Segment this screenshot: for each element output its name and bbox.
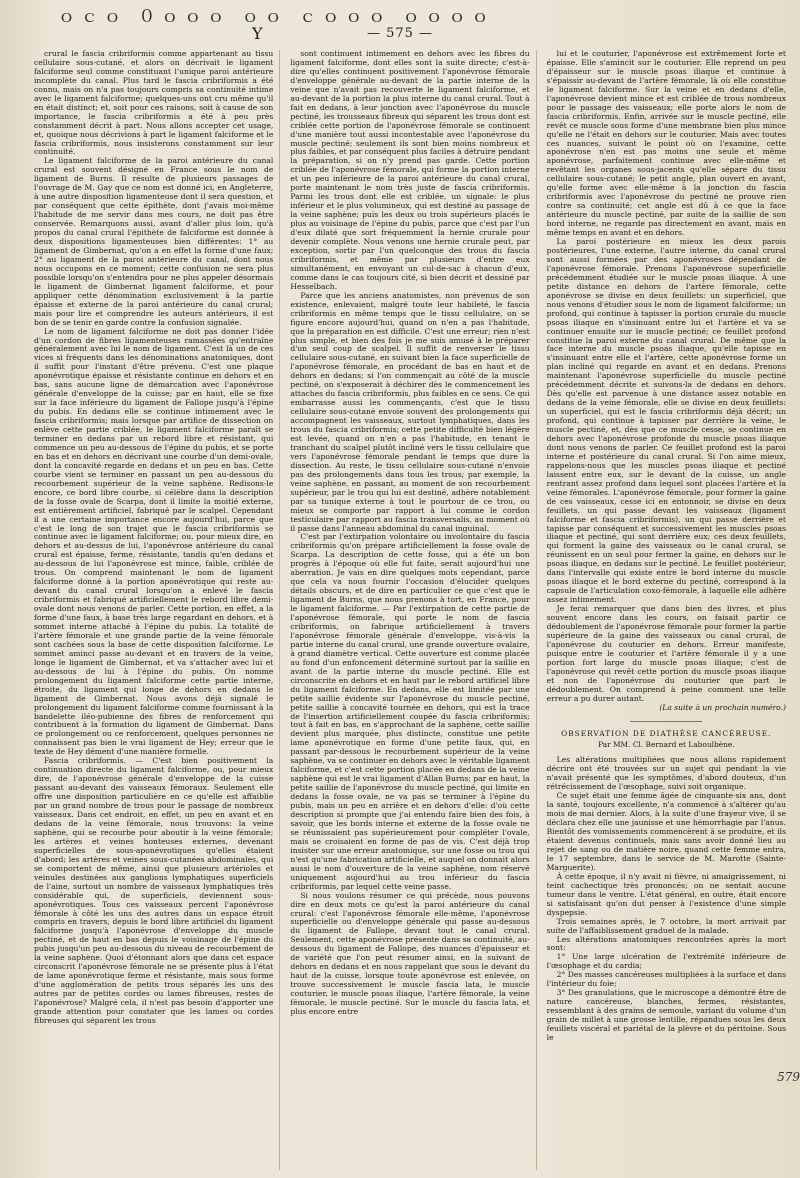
paragraph: sont continuent intimement en dehors avec les fibres du ligament falciforme, dont elles sont la suite directe; c'est-à-dire qu'elles continuent positivement l'aponévrose fémorale d'enveloppe générale au-devant de la partie interne de la veine que n'avait pas recouverte le ligament falciforme, et au-devant de la portion la plus interne du canal crural. Tout à fait en dedans, à leur jonction avec l'aponévrose du muscle pectiné, les trousseaux fibreux qui séparent les trous dont est criblée cette portion de l'aponévrose fémorale se continuent d'une manière tout aussi incontestable avec l'aponévrose du muscle pectiné; seulement ils sont bien moins nombreux et plus faibles, et par conséquent plus faciles à détruire pendant la préparation, si on n'y prend pas garde. Cette portion criblée de l'aponévrose fémorale, qui forme la portion interne et un peu inférieure de la paroi antérieure du canal crural, porte maintenant le nom très juste de fascia cribriformis. Parmi les trous dont elle est criblée, un signale: le plus inférieur et le plus volumineux, qui est destiné au passage de la veine saphène; puis les deux ou trois supérieurs placés le plus au voisinage de l'épine du pubis, parce que c'est par l'un d'eux dilaté que sort fréquemment la hernie crurale pour devenir complète. Nous venons une hernie crurale peut, par exception, sortir par l'un quelconque des trous du fascia cribriformis, et même par plusieurs d'entre eux simultanément, en envoyant un cul-de-sac à chacun d'eux, comme dans le cas toujours cité, si bien décrit et dessiné par Hesselbach. xyxy=(290,50,530,291)
paragraph: 1° Une large ulcération de l'extrémité inférieure de l'œsophage et du cardia; xyxy=(546,952,786,971)
page-number: — 575 — xyxy=(366,26,434,41)
paragraph: Fascia cribriformis. — C'est bien positivement la continuation directe du ligament falciforme, ou, pour mieux dire, de l'aponévrose générale d'enveloppe de la cuisse passant au-devant des vaisseaux fémoraux. Seulement elle offre une disposition particulière en ce qu'elle est affaiblie par un grand nombre de trous pour le passage de nombreux vaisseaux. Dans cet endroit, en effet, un peu en avant et en dedans de la veine fémorale, nous trouvons: la veine saphène, qui se recourbe pour aboutir à la veine fémorale; les artères et veines honteuses externes, devenant superficielles de sous-aponévrotiques qu'elles étaient d'abord; les artères et veines sous-cutanées abdominales, qui se comportent de même, ainsi que plusieurs artérioles et veinules destinées aux ganglions lymphatiques superficiels de l'aine, surtout un nombre de vaisseaux lymphatiques très considérable qui, de superficiels, deviennent sous-aponévrotiques. Tous ces vaisseaux percent l'aponévrose fémorale à côté les uns des autres dans un espace étroit compris en travers, depuis le bord libre artificiel du ligament falciforme jusqu'à l'aponévrose d'enveloppe du muscle pectiné, et de haut en bas depuis le voisinage de l'épine du pubis jusqu'un peu au-dessous du niveau de recourbement de la veine saphène. Quoi d'étonnant alors que dans cet espace circonscrit l'aponévrose fémorale ne se présente plus à l'état de lame aponévrotique ferme et résistante, mais sous forme d'une agglomération de petits trous séparés les uns des autres par de petites cordes ou lames fibreuses, restes de l'aponévrose? Malgré cela, il n'est pas besoin d'apporter une grande attention pour constater que les lames ou cordes fibreuses qui séparent les trous xyxy=(34,756,274,1025)
paragraph: Le nom de ligament falciforme ne doit pas donner l'idée d'un cordon de fibres ligamenteuses ramassées qu'entraîne généralement avec lui le nom de ligament. C'est là un de ces vices si fréquents dans les dénominations anatomiques, dont il suffit pour l'instant d'être prévenu. C'est une plaque aponévrotique épaisse et résistante continue en dehors et en bas, sans aucune ligne de démarcation avec l'aponévrose générale d'enveloppe de la cuisse; par en haut, elle se fixe sur la face inférieure du ligament de Fallope jusqu'à l'épine du pubis. En dedans elle se continue intimement avec le fascia cribriformis; mais lorsque par artifice de dissection on enlève cette partie criblée, le ligament falciforme paraît se terminer en dedans par un rebord libre et résistant, qui commence un peu au-dessous de l'épine du pubis, et se porte en bas et en dehors en décrivant une courbe d'un demi-ovale, dont la concavité regarde en dedans et un peu en bas. Cette courbe vient se terminer en passant un peu au-dessous du recourbement supérieur de la veine saphène. Redisons-le encore, ce bord libre courbe, si célèbre dans la description de la fosse ovale de Scarpa, dont il limite la moitié externe, est entièrement artificiel, fabriqué par le scalpel. Cependant il a une certaine importance encore aujourd'hui, parce que c'est le long de son trajet que le fascia cribriformis se continue avec le ligament falciforme; ou, pour mieux dire, en dehors et au-dessus de lui, l'aponévrose antérieure du canal crural est épaisse, ferme, résistante, tandis qu'en dedans et au-dessous de lui l'aponévrose est mince, faible, criblée de trous. On comprend maintenant le nom de ligament falciforme donné à la portion aponévrotique qui reste au-devant du canal crural lorsqu'on a enlevé le fascia cribriformis et fabriqué artificiellement le rebord libre demi-ovale dont nous venons de parler. Cette portion, en effet, a la forme d'une faux, à base très large regardant en dehors, et à sommet interne attaché à l'épine du pubis. La totalité de l'artère fémorale et une grande partie de la veine fémorale sont cachées sous la base de cette disposition falciforme. Le sommet aminci passe au-devant et en travers de la veine, longe le ligament de Gimbernat, et va s'attacher avec lui et au-dessous de lui à l'épine du pubis. On nomme prolongement du ligament falciforme cette partie interne, étroite, du ligament qui longe de dehors en dedans le ligament de Gimbernat. Nous avons déjà signalé le prolongement du ligament falciforme comme fournissant à la bandelette iléo-pubienne des fibres de renforcement qui contribuent à la formation du ligament de Gimbernat. Dans ce prolongement ou ce renforcement, quelques personnes ne connaissent pas bien le vrai ligament de Hey; erreur que le texte de Hey dément d'une manière formelle. xyxy=(34,326,274,757)
paragraph: Les altérations anatomiques rencontrées après la mort sont: xyxy=(546,934,786,953)
continuation-note: (La suite à un prochain numéro.) xyxy=(659,702,786,712)
margin-mark: Y xyxy=(252,24,263,43)
paragraph: À cette époque, il n'y avait ni fièvre, ni amaigrissement, ni teint cachectique très prononcés; on ne sentait aucune tumeur dans le ventre. L'état général, en outre, était encore si satisfaisant qu'on dut penser à l'existence d'une simple dyspepsie. xyxy=(546,871,786,917)
paragraph: lui et le couturier, l'aponévrose est extrêmement forte et épaisse. Elle s'amincit sur le couturier. Elle reprend un peu d'épaisseur sur le muscle psoas iliaque et continue à s'épaissir au-devant de l'artère fémorale, là où elle constitue le ligament falciforme. Sur la veine et en dedans d'elle, l'aponévrose devient mince et est criblée de trous nombreux pour le passage des vaisseaux; elle porte alors le nom de fascia cribriformis. Enfin, arrivée sur le muscle pectiné, elle revêt ce muscle sous forme d'une membrane bien plus mince qu'elle ne l'était en dehors sur le couturier. Mais avec toutes ces nuances, suivant le point où on l'examine, cette aponévrose n'en est pas moins une seule et même aponévrose, parfaitement continue avec elle-même et revêtant les organes sous-jacents qu'elle sépare du tissu cellulaire sous-cutané; le petit angle, plan ouvert en avant, qu'elle forme avec elle-même à la jonction du fascia cribriformis avec l'aponévrose du pectiné ne prouve rien contre sa continuité; cet angle est dû à ce que la face antérieure du muscle pectiné, par suite de la saillie de son bord interne, ne regarde pas directement en avant, mais en même temps en avant et en dehors. xyxy=(546,50,786,238)
top-margin-marks: ｏｃｏ ０ｏｏｏ ｏｏ ｃｏｏｏ ｏｏｏｏ xyxy=(58,7,495,27)
paragraph: crural le fascia cribriformis comme appartenant au tissu cellulaire sous-cutané, et alors on décrivait le ligament falciforme seul comme constituant l'unique paroi antérieure incomplète du canal. Plus tard le fascia cribriformis a été connu, mais on n'a pas toujours compris sa continuité intime avec le ligament falciforme; quelques-uns ont cru même qu'il en était distinct; et, soit pour ces raisons, soit à cause de son importance, le fascia cribriformis a été à peu près constamment décrit à part. Nous allons accepter cet usage, et, quoique nous décrivions à part le ligament falciforme et le fascia cribriformis, nous insisterons constamment sur leur continuité. xyxy=(34,50,274,157)
article-byline: Par MM. Cl. Bernard et Laboulbène. xyxy=(598,740,735,750)
paragraph: Les altérations multipliées que nous allons rapidement décrire ont été trouvées sur un sujet qui pendant la vie n'avait présenté que les symptômes, d'abord douteux, d'un rétrécissement de l'œsophage, suivi soit organique. xyxy=(546,755,786,792)
paragraph: Si nous voulons résumer ce qui précède, nous pouvons dire en deux mots ce qu'est la paroi antérieure du canal crural: c'est l'aponévrose fémorale elle-même, l'aponévrose superficielle ou d'enveloppe générale qui passe au-dessous du ligament de Fallope, devant tout le canal crural. Seulement, cette aponévrose présente dans sa continuité, au-dessous du ligament de Fallope, des nuances d'épaisseur et de variété que l'on peut résumer ainsi, en la suivant de dehors en dedans et en nous rappelant que sous le devant du haut de la cuisse, lorsque toute aponévrose est enlevée, on trouve successivement le muscle fascia lata, le muscle couturier, le muscle psoas iliaque, l'artère fémorale, la veine fémorale, le muscle pectiné. Sur le muscle du fascia lata, et plus encore entre xyxy=(290,890,530,1016)
paragraph: Ce sujet était une femme âgée de cinquante-six ans, dont la santé, toujours excellente, n'a commencé à s'altérer qu'au mois de mai dernier. Alors, à la suite d'une frayeur vive, il se déclara chez elle une jaunisse et une hémorrhagie par l'anus. Bientôt des vomissements commencèrent à se produire, et ils étaient devenus continuels, mais sans avoir donné lieu au rejet de sang ou de matière noire, quand cette femme entra, le 17 septembre, dans le service de M. Marotte (Sainte-Marguerite). xyxy=(546,791,786,872)
column-1 xyxy=(34,50,280,1170)
paragraph: Je ferai remarquer que dans bien des livres, et plus souvent encore dans les cours, on faisait partir ce dédoublement de l'aponévrose fémorale pour former la partie supérieure de la gaine des vaisseaux ou canal crural, de l'aponévrose du couturier en dehors. Erreur manifeste, puisque entre le couturier et l'artère fémorale il y a une portion fort large du muscle psoas iliaque; c'est de l'aponévrose qui revêt cette portion du muscle psoas iliaque et non de l'aponévrose du couturier que part le dédoublement. On comprend à peine comment une telle erreur a pu durer autant. xyxy=(546,604,786,703)
paragraph: Le ligament falciforme de la paroi antérieure du canal crural est souvent désigné en France sous le nom de ligament de Burns. Il résulte de plusieurs passages de l'ouvrage de M. Gay que ce nom est donné ici, en Angleterre, à une autre disposition ligamenteuse dont il sera question, et par conséquent que cette épithète, dont j'avais moi-même l'habitude de me servir dans mes cours, ne doit pas être conservée. Remarquons aussi, avant d'aller plus loin, qu'à propos du canal crural l'épithète de falciforme est donnée à deux dispositions ligamenteuses bien différentes: 1° au ligament de Gimbernat, qu'on a en effet la forme d'une faux; 2° au ligament de la paroi antérieure du canal, dont nous nous occupons en ce moment; cette confusion ne sera plus possible lorsqu'on s'entendra pour ne plus appeler désormais le ligament de Gimbernat ligament falciforme, et pour appliquer cette dénomination exclusivement à la partie épaisse et externe de la paroi antérieure du canal crural; mais pour lire et comprendre les auteurs antérieurs, il est bon de se tenir en garde contre la confusion signalée. xyxy=(34,156,274,327)
column-3 xyxy=(547,50,786,1170)
article-title: OBSERVATION DE DIATHÈSE CANCÉREUSE. xyxy=(561,728,772,738)
paragraph: La paroi postérieure en mieux les deux parois postérieures, l'une externe, l'autre interne, du canal crural sont aussi formées par des aponévroses dépendant de l'aponévrose fémorale. Prenons l'aponévrose superficielle précédemment étudiée sur le muscle psoas iliaque. À une petite distance en dehors de l'artère fémorale, cette aponévrose se divise en deux feuillets: un superficiel, que nous venons d'étudier sous le nom de ligament falciforme; un profond, qui continue à tapisser la portion crurale du muscle psoas iliaque en s'insinuant entre lui et l'artère et va se continuer ensuite sur le muscle pectiné; ce feuillet profond constitue la paroi externe du canal crural. De même que la face interne du muscle psoas iliaque, qu'elle tapisse en s'insinuant entre elle et l'artère, cette aponévrose forme un plan incliné qui regarde en avant et en dedans. Prenons maintenant l'aponévrose superficielle du muscle pectiné précédemment décrite et suivons-la de dedans en dehors. Dès qu'elle est parvenue à une distance assez notable en dedans de la veine fémorale, elle se divise en deux feuillets: un superficiel, qui est le fascia cribriformis déjà décrit; un profond, qui continue à tapisser par derrière la veine, le muscle pectiné, et, dès que ce muscle cesse, se continue en dehors avec l'aponévrose profonde du muscle psoas iliaque dont nous venons de parler. Ce feuillet profond est la paroi interne et postérieure du canal crural. Si l'on aime mieux, rappelons-nous que les muscles psoas iliaque et pectiné laissent entre eux, sur le devant de la cuisse, un angle rentrant assez profond dans lequel sont placées l'artère et la veine fémorales. L'aponévrose fémorale, pour former la gaine de ces vaisseaux, cesse ici en entonnoir, se divise en deux feuillets, un qui passe devant les vaisseaux (ligament falciforme et fascia cribriformis), un qui passe derrière et tapisse par conséquent et successivement les muscles psoas iliaque et pectiné, qui sont derrière eux; ces deux feuillets, qui forment la gaine des vaisseaux ou le canal crural, se réunissent en un seul pour fermer la gaine, en dehors sur le psoas iliaque, en dedans sur le pectiné. Le feuillet postérieur, dans l'intervalle qui existe entre le bord interne du muscle psoas iliaque et le bord externe du pectiné, correspond à la capsule de l'articulation coxo-fémorale, à laquelle elle adhère assez intimement. xyxy=(546,237,786,605)
paragraph: 2° Des masses cancéreuses multipliées à la surface et dans l'intérieur du foie; xyxy=(546,970,786,989)
margin-page-note: 579 xyxy=(777,1070,800,1084)
section-divider xyxy=(630,721,702,722)
column-2 xyxy=(290,50,536,1170)
text-columns xyxy=(34,50,786,1170)
paragraph: Parce que les anciens anatomistes, non prévenus de son existence, enlevaient, malgré toute leur habileté, le fascia cribriformis en même temps que le tissu cellulaire, on se figure encore aujourd'hui, quand on n'en a pas l'habitude, que la préparation en est difficile. C'est une erreur; rien n'est plus simple, et bien des fois je me suis amusé à le préparer d'un seul coup de scalpel. Il suffit de renverser le tissu cellulaire sous-cutané, en suivant bien la face superficielle de l'aponévrose fémorale, en procédant de bas en haut et de dehors en dedans; si l'on commençait au côté de la muscle pectiné, on s'exposerait à déchirer dès le commencement les attaches du fascia cribriformis, plus faibles en ce sens. Ce qui embarrasse aussi les commençants, c'est que le tissu cellulaire sous-cutané envoie souvent des prolongements qui accompagnent les vaisseaux, surtout lymphatiques, dans les trous du fascia cribriformis; cette petite difficulté bien légère est levée, quand on n'en a pas l'habitude, en tenant le tranchant du scalpel plutôt incliné vers le tissu cellulaire que vers l'aponévrose fémorale pendant le temps que dure la dissection. Au reste, le tissu cellulaire sous-cutané n'envoie pas des prolongements dans tous les trous; par exemple, la veine saphène, en passant, au moment de son recourbement supérieur, par le trou qui lui est destiné, adhère notablement par sa tunique externe à tout le pourtour de ce trou, ou mieux se comporte par rapport à lui comme le cordon testiculaire par rapport au fascia transversalis, au moment où il passe dans l'anneau abdominal du canal inguinal. xyxy=(290,290,530,533)
paragraph: Trois semaines après, le 7 octobre, la mort arrivait par suite de l'affaiblissement graduel de la malade. xyxy=(546,916,786,935)
paragraph: 3° Des granulations, que le microscope a démontré être de nature cancéreuse, blanches, fermes, résistantes, ressemblant à des grains de semoule, variant du volume d'un grain de millet à une grosse lentille, répandues sous les deux feuillets viscéral et pariétal de la plèvre et du péritoine. Sous le xyxy=(546,988,786,1042)
paragraph: C'est par l'extirpation volontaire ou involontaire du fascia cribriformis qu'on prépare artificiellement la fosse ovale de Scarpa. La description de cette fosse, qui a été un bon progrès à l'époque où elle fut faite, serait aujourd'hui une aberration. Je vais en dire quelques mots cependant, parce que cela va nous fournir l'occasion d'élucider quelques détails obscurs, et de dire en particulier ce que c'est que le ligament de Burns, que nous prenons à tort, en France, pour le ligament falciforme. — Par l'extirpation de cette partie de l'aponévrose fémorale, qui porte le nom de fascia cribriformis, on fabrique artificiellement à travers l'aponévrose fémorale générale d'enveloppe, vis-à-vis la partie interne du canal crural, une grande ouverture ovalaire, à grand diamètre vertical. Cette ouverture est comme placée au fond d'un enfoncement déterminé surtout par la saillie en avant de la partie interne du muscle pectiné. Elle est circonscrite en dehors et en haut par le rebord artificiel libre du ligament falciforme. En dedans, elle est limitée par une petite saillie évidente sur l'aponévrose du muscle pectiné, petite saillie à concavité tournée en dehors, qui est la trace de l'insertion artificiellement coupée du fascia cribriformis; tout à fait en bas, en s'approchant de la saphène, cette saillie devient plus marquée, plus distincte, constitue une petite lame aponévrotique en forme d'une petite faux, qui, en passant par-dessous le recourbement supérieur de la veine saphène, va se continuer en dehors avec le véritable ligament falciforme, et c'est cette portion placée en dedans de la veine saphène qui est le vrai ligament d'Allan Burns; par en haut, la petite saillie de l'aponévrose du muscle pectiné, qui limite en dedans la fosse ovale, ne va pas se terminer à l'épine du pubis, mais un peu en arrière et en dehors d'elle: d'où cette description si prompte que j'ai entendu faire bien des fois, à savoir, que les bords interne et externe de la fosse ovale ne se réunissaient pas supérieurement pour compléter l'ovale, mais se croisaient en forme de pas de vis. C'est déjà trop insister sur une erreur anatomique, sur une fosse ou trou qui n'est qu'une fabrication artificielle, et auquel on donnait alors aussi le nom d'ouverture de la veine saphène, nom réservé uniquement aujourd'hui au trou inférieur du fascia cribriformis, par lequel cette veine passe. xyxy=(290,532,530,891)
